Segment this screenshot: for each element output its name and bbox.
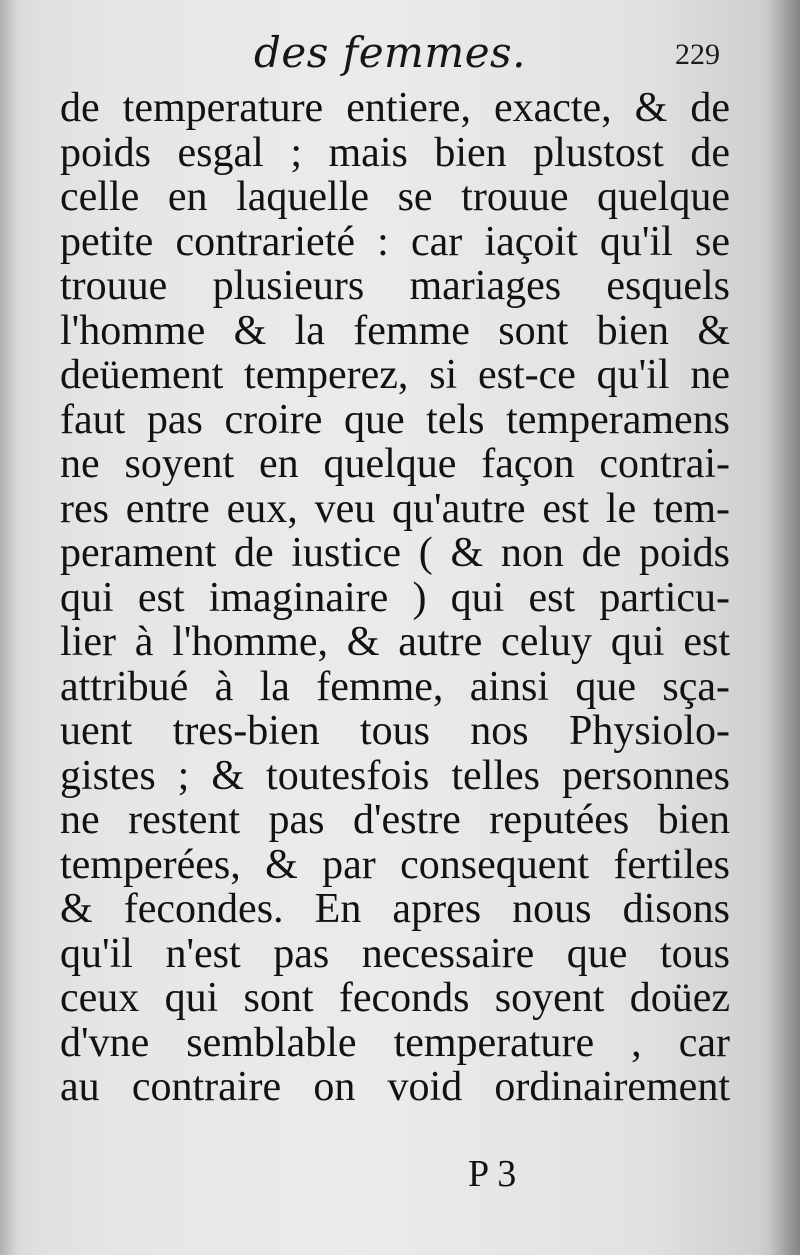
signature-mark: P 3 — [468, 1153, 517, 1195]
text-line: trouue plusieurs mariages esquels — [60, 263, 730, 309]
text-line: l'homme & la femme sont bien & — [60, 307, 730, 354]
text-line: d'vne semblable temperature , car — [60, 1019, 730, 1066]
body-text — [60, 86, 730, 1110]
text-line: petite contrarieté : car iaçoit qu'il se — [60, 218, 730, 265]
page-number: 229 — [675, 38, 720, 71]
text-line: de temperature entiere, exacte, & de — [60, 85, 730, 131]
text-line: qui est imaginaire ) qui est particu- — [60, 574, 730, 621]
text-line: au contraire on void ordinairement — [60, 1064, 730, 1110]
text-line: & fecondes. En apres nous disons — [60, 886, 730, 932]
text-line: ne soyent en quelque façon contrai- — [60, 441, 730, 487]
text-line: ne restent pas d'estre reputées bien — [60, 797, 730, 843]
running-head — [60, 28, 720, 88]
text-line: lier à l'homme, & autre celuy qui est — [60, 619, 730, 665]
text-line: uent tres-bien tous nos Physiolo- — [60, 708, 730, 754]
text-line: poids esgal ; mais bien plustost de — [60, 129, 730, 176]
text-line: res entre eux, veu qu'autre est le tem- — [60, 485, 730, 532]
text-line: gistes ; & toutesfois telles personnes — [60, 752, 730, 799]
text-line: faut pas croire que tels temperamens — [60, 396, 730, 443]
text-line: qu'il n'est pas necessaire que tous — [60, 930, 730, 977]
text-line: celle en laquelle se trouue quelque — [60, 174, 730, 220]
text-line: perament de iustice ( & non de poids — [60, 530, 730, 576]
text-line: ceux qui sont feconds soyent doüez — [60, 975, 730, 1021]
page-edge-shadow-right — [770, 0, 800, 1255]
text-line: deüement temperez, si est-ce qu'il ne — [60, 352, 730, 398]
page-edge-shadow-left — [0, 0, 18, 1255]
text-line: temperées, & par consequent fertiles — [60, 841, 730, 888]
text-line: attribué à la femme, ainsi que sça- — [60, 663, 730, 710]
running-title: des femmes. — [254, 28, 526, 77]
